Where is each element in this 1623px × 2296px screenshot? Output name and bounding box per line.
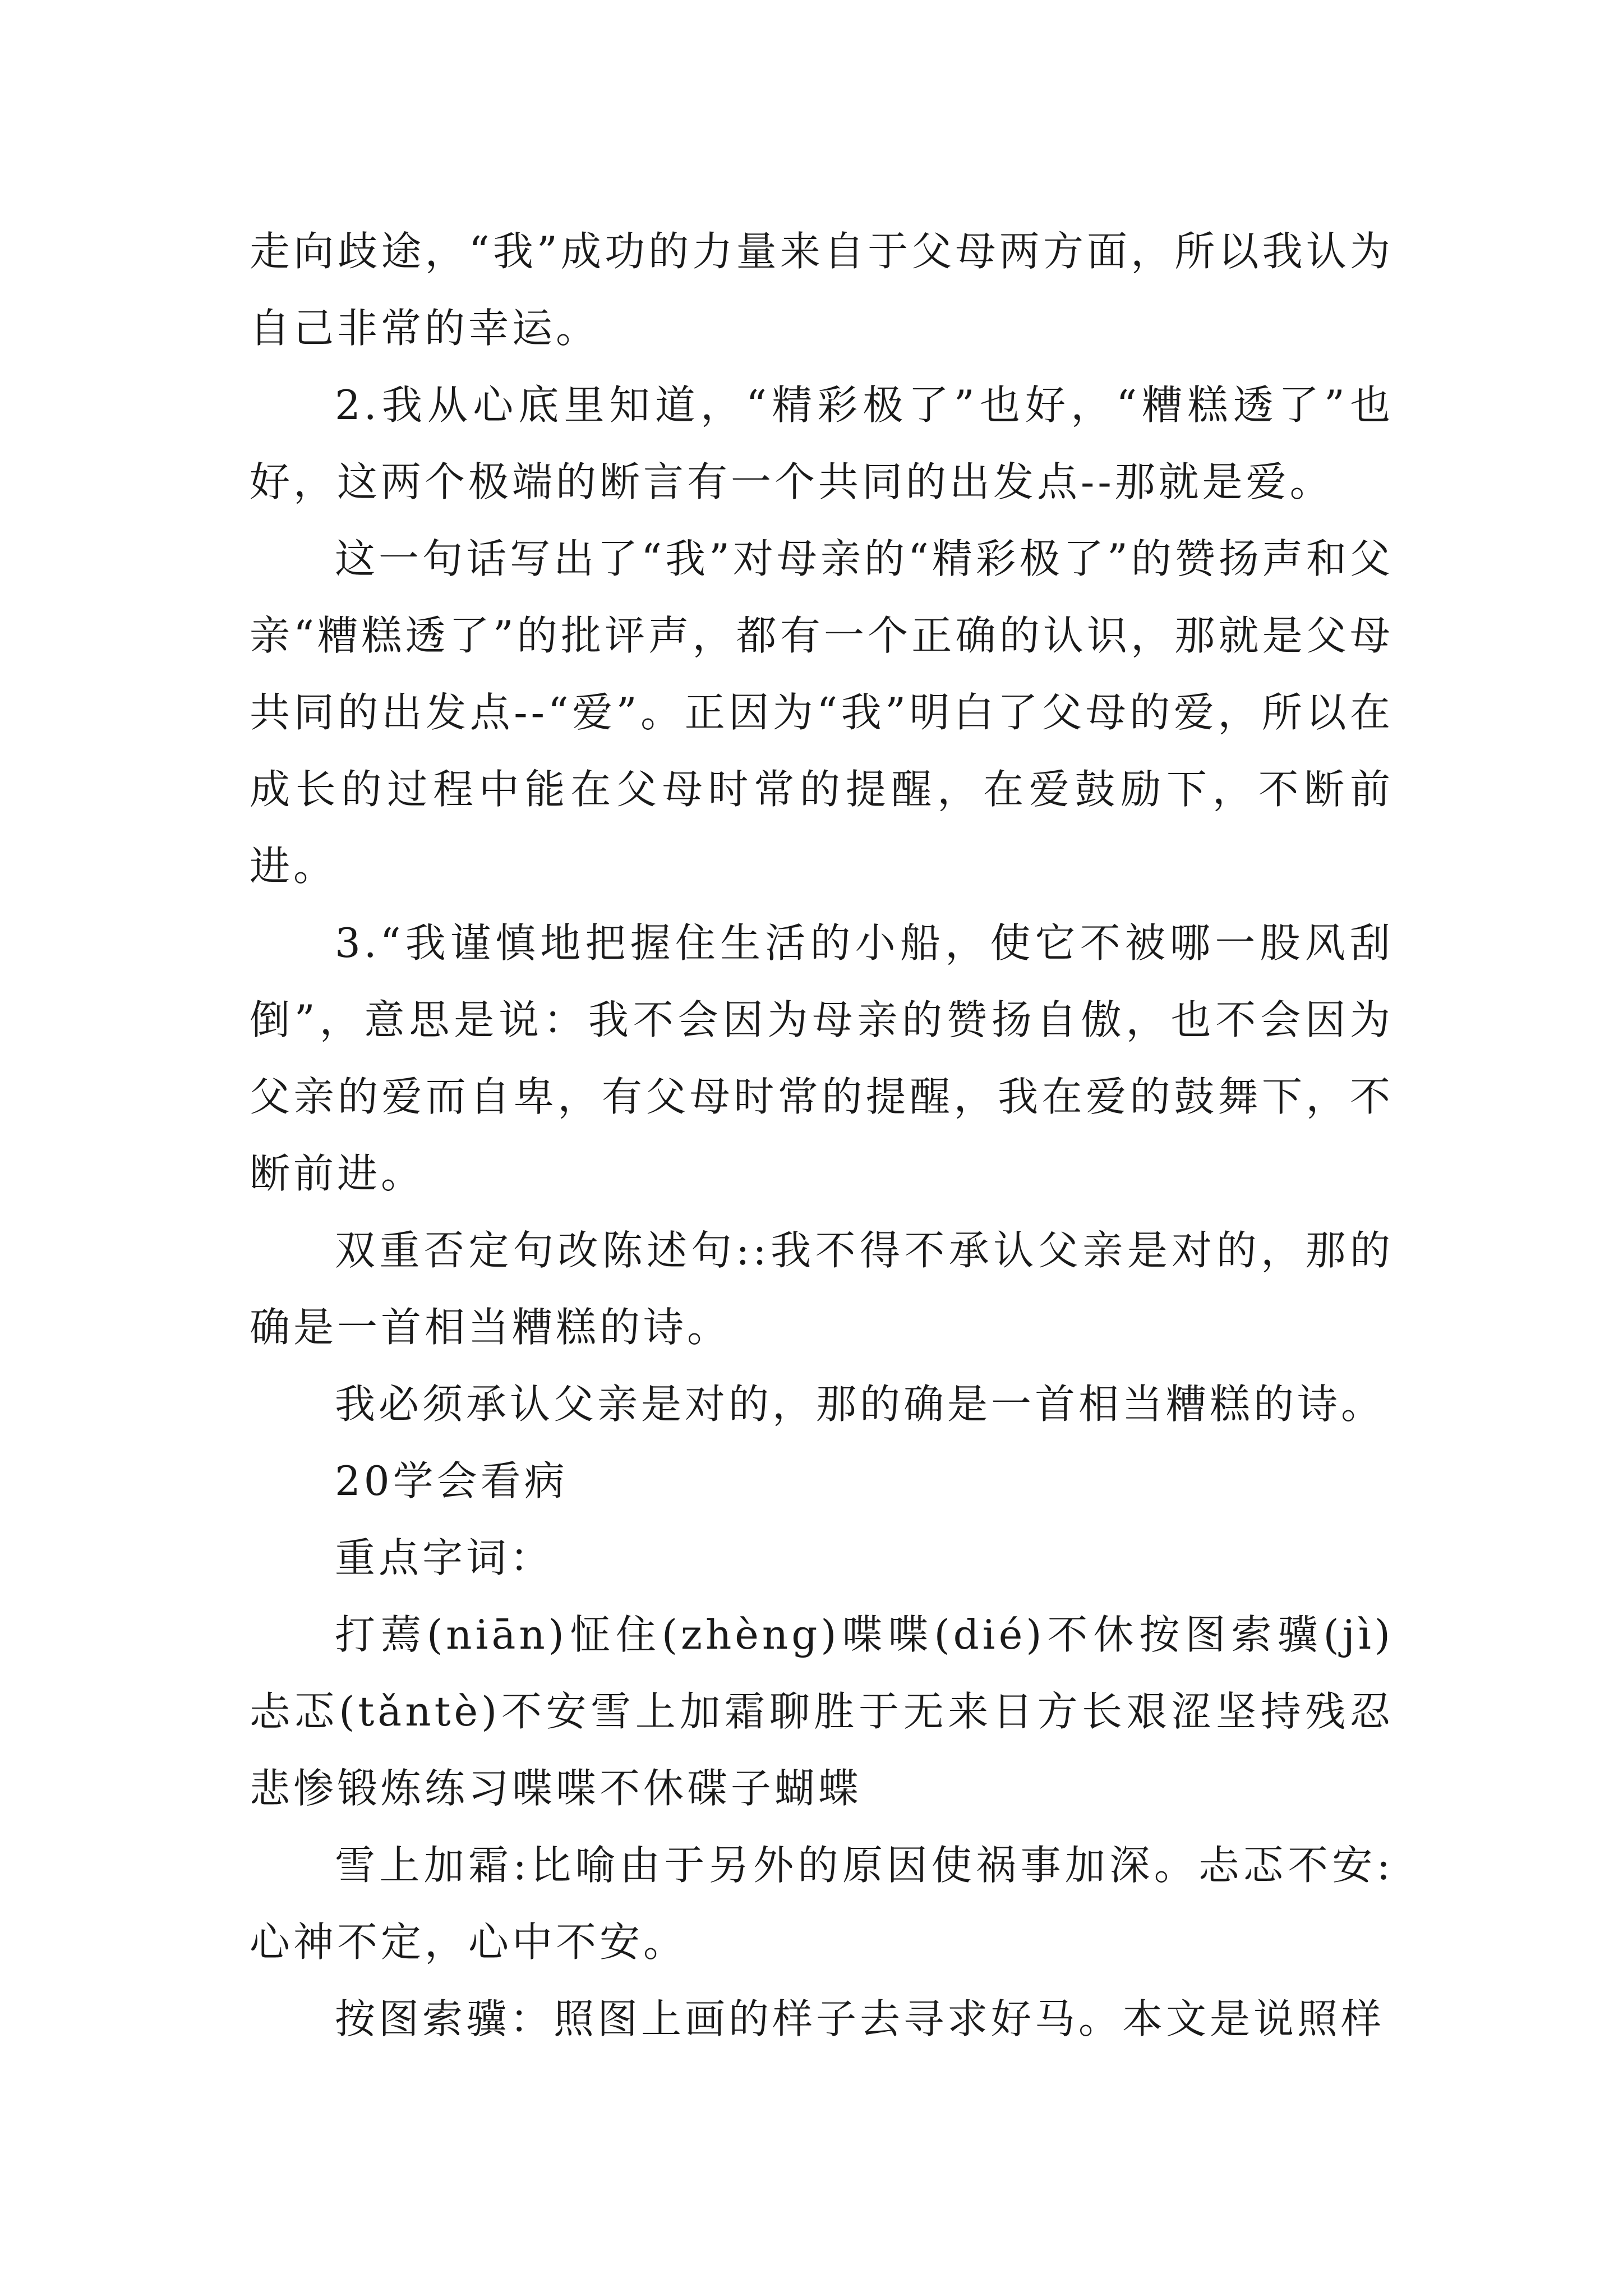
paragraph-6: 我必须承认父亲是对的，那的确是一首相当糟糕的诗。 <box>335 1381 1385 1428</box>
paragraph-1: 走向歧途，“我”成功的力量来自于父母两方面，所以我认为自己非常的幸运。 <box>250 228 1394 352</box>
section-heading: 20学会看病 <box>335 1457 568 1504</box>
paragraph-vocabulary: 打蔫(niān)怔住(zhèng)喋喋(dié)不休按图索骥(jì)忐忑(tǎntè)不安雪上加霜聊胜于无来日方长艰涩坚持残忍悲惨锻炼练习喋喋不休碟子蝴蝶 <box>250 1611 1394 1812</box>
paragraph-2: 2.我从心底里知道，“精彩极了”也好，“糟糕透了”也好，这两个极端的断言有一个共同的出发点--那就是爱。 <box>250 381 1394 505</box>
document-body <box>250 213 1394 2058</box>
paragraph-definitions-1: 雪上加霜:比喻由于另外的原因使祸事加深。忐忑不安:心神不定，心中不安。 <box>250 1842 1394 1966</box>
paragraph-5: 双重否定句改陈述句::我不得不承认父亲是对的，那的确是一首相当糟糕的诗。 <box>250 1227 1394 1351</box>
paragraph-4: 3.“我谨慎地把握住生活的小船，使它不被哪一股风刮倒”，意思是说：我不会因为母亲的赞扬自傲，也不会因为父亲的爱而自卑，有父母时常的提醒，我在爱的鼓舞下，不断前进。 <box>250 919 1394 1197</box>
subheading-key-words: 重点字词： <box>335 1534 554 1581</box>
paragraph-definitions-2: 按图索骥：照图上画的样子去寻求好马。本文是说照样 <box>335 1995 1385 2042</box>
paragraph-3: 这一句话写出了“我”对母亲的“精彩极了”的赞扬声和父亲“糟糕透了”的批评声，都有一个正确的认识，那就是父母共同的出发点--“爱”。正因为“我”明白了父母的爱，所以在成长的过程中能在父母时常的提醒，在爱鼓励下，不断前进。 <box>250 535 1394 890</box>
